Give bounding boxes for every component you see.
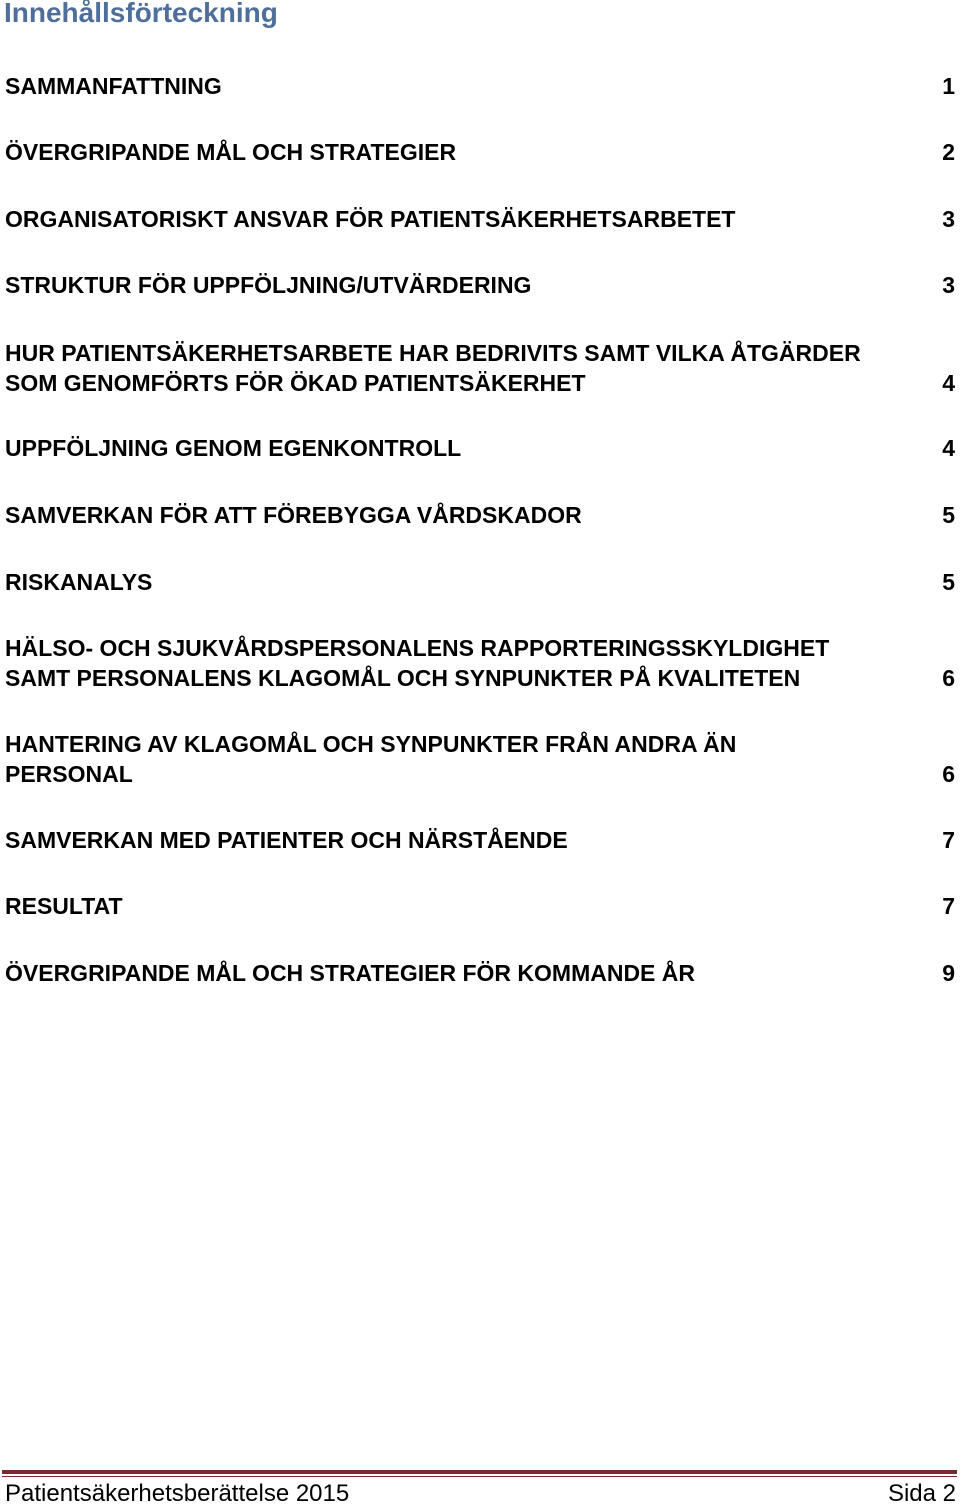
toc-entry-organisatoriskt-ansvar[interactable] bbox=[5, 205, 955, 235]
toc-entry-page: 5 bbox=[942, 569, 955, 595]
toc-entry-text: ÖVERGRIPANDE MÅL OCH STRATEGIER bbox=[5, 139, 457, 165]
toc-entry-page: 3 bbox=[942, 272, 955, 298]
toc-entry-egenkontroll[interactable] bbox=[5, 434, 955, 464]
toc-entry-page: 9 bbox=[942, 960, 955, 986]
toc-entry-text: STRUKTUR FÖR UPPFÖLJNING/UTVÄRDERING bbox=[5, 272, 532, 298]
toc-entry-text: HANTERING AV KLAGOMÅL OCH SYNPUNKTER FRÅN ANDRA ÄN PERSONAL bbox=[5, 731, 737, 787]
toc-entry-kommande-ar[interactable] bbox=[5, 959, 955, 989]
toc-entry-text: HUR PATIENTSÄKERHETSARBETE HAR BEDRIVITS SAMT VILKA ÅTGÄRDER SOM GENOMFÖRTS FÖR ÖKAD PATIENTSÄKERHET bbox=[5, 340, 861, 396]
toc-entry-page: 4 bbox=[942, 369, 955, 396]
toc-entry-page: 7 bbox=[942, 827, 955, 853]
toc-entry-text: UPPFÖLJNING GENOM EGENKONTROLL bbox=[5, 435, 462, 461]
toc-entry-text: SAMMANFATTNING bbox=[5, 73, 222, 99]
toc-entry-text: SAMVERKAN MED PATIENTER OCH NÄRSTÅENDE bbox=[5, 827, 568, 853]
toc-entry-page: 5 bbox=[942, 502, 955, 528]
toc-entry-overgripande-mal[interactable] bbox=[5, 138, 955, 168]
toc-entry-struktur-uppfoljning[interactable] bbox=[5, 271, 955, 301]
toc-entry-text: ÖVERGRIPANDE MÅL OCH STRATEGIER FÖR KOMMANDE ÅR bbox=[5, 960, 696, 986]
toc-entry-page: 2 bbox=[942, 139, 955, 165]
toc-entry-text: RISKANALYS bbox=[5, 569, 153, 595]
toc-entry-resultat[interactable] bbox=[5, 892, 955, 922]
toc-entry-page: 1 bbox=[942, 73, 955, 99]
toc-entry-rapporteringsskyldighet[interactable] bbox=[5, 634, 955, 693]
toc-entry-samverkan-vardskador[interactable] bbox=[5, 501, 955, 531]
footer-document-title: Patientsäkerhetsberättelse 2015 bbox=[5, 1480, 350, 1507]
footer-page-number: Sida 2 bbox=[887, 1480, 956, 1507]
toc-entry-text: SAMVERKAN FÖR ATT FÖREBYGGA VÅRDSKADOR bbox=[5, 502, 582, 528]
toc-entry-text: RESULTAT bbox=[5, 893, 123, 919]
toc-entry-page: 4 bbox=[942, 435, 955, 461]
toc-entry-page: 3 bbox=[942, 206, 955, 232]
toc-entry-page: 6 bbox=[942, 664, 955, 691]
toc-entry-patientsakerhetsarbete[interactable] bbox=[5, 339, 955, 398]
page-title: Innehållsförteckning bbox=[4, 0, 278, 28]
toc-entry-text: HÄLSO- OCH SJUKVÅRDSPERSONALENS RAPPORTERINGSSKYLDIGHET SAMT PERSONALENS KLAGOMÅL OCH SYNPUNKTER PÅ KVALITETEN bbox=[5, 635, 830, 691]
toc-entry-text: ORGANISATORISKT ANSVAR FÖR PATIENTSÄKERHETSARBETET bbox=[5, 206, 736, 232]
toc-entry-riskanalys[interactable] bbox=[5, 568, 955, 598]
toc-entry-page: 6 bbox=[942, 760, 955, 787]
toc-entry-klagomal-synpunkter[interactable] bbox=[5, 730, 955, 789]
toc-entry-sammanfattning[interactable] bbox=[5, 72, 955, 102]
footer-divider-thin bbox=[2, 1476, 957, 1477]
footer-divider bbox=[2, 1470, 957, 1474]
toc-entry-page: 7 bbox=[942, 893, 955, 919]
toc-entry-samverkan-patienter[interactable] bbox=[5, 826, 955, 856]
